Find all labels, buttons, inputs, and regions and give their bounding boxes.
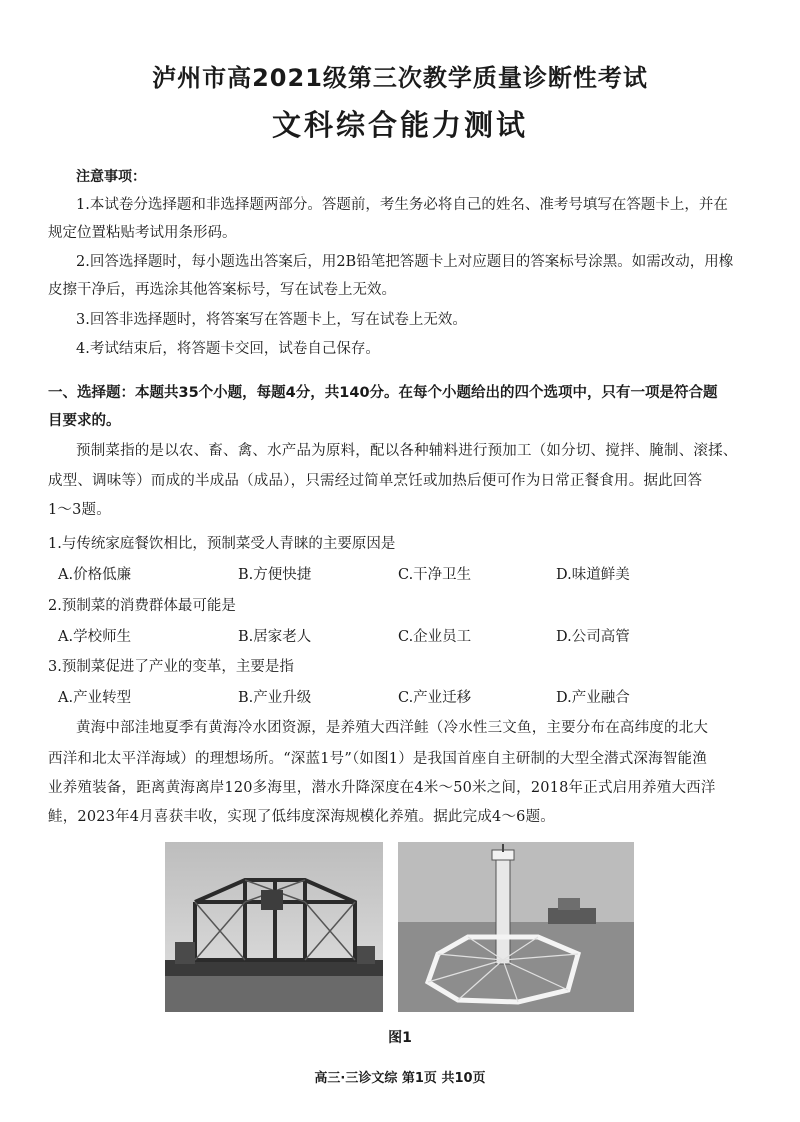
passage1-line-1: 预制菜指的是以农、畜、禽、水产品为原料，配以各种辅料进行预加工（如分切、搅拌、腌制、滚揉、 bbox=[76, 443, 738, 459]
q3-option-a: A.产业转型 bbox=[58, 690, 132, 706]
passage2-line-2: 西洋和北太平洋海域）的理想场所。“深蓝1号”（如图1）是我国首座自主研制的大型全潜式深海智能渔 bbox=[48, 751, 707, 767]
notice-line-4: 皮擦干净后，再选涂其他答案标号，写在试卷上无效。 bbox=[48, 282, 396, 298]
q2-option-a: A.学校师生 bbox=[58, 629, 132, 645]
q1-option-a: A.价格低廉 bbox=[58, 567, 132, 583]
notice-line-5: 3.回答非选择题时，将答案写在答题卡上，写在试卷上无效。 bbox=[76, 312, 467, 328]
passage2-line-3: 业养殖装备，距离黄海离岸120多海里，潜水升降深度在4米～50米之间，2018年正式启用养殖大西洋 bbox=[48, 780, 716, 796]
figure-caption: 图1 bbox=[388, 1030, 412, 1046]
exam-subtitle: 文科综合能力测试 bbox=[271, 108, 528, 142]
platform-image bbox=[398, 842, 634, 1012]
section-heading-line-1: 一、选择题：本题共35个小题，每题4分，共140分。在每个小题给出的四个选项中，只有一项是符合题 bbox=[48, 385, 718, 401]
notice-line-3: 2.回答选择题时，每小题选出答案后，用2B铅笔把答题卡上对应题目的答案标号涂黑。如需改动，用橡 bbox=[76, 254, 734, 270]
cage-structure-image bbox=[165, 842, 383, 1012]
passage2-line-4: 鲑，2023年4月喜获丰收，实现了低纬度深海规模化养殖。据此完成4～6题。 bbox=[48, 809, 555, 825]
notice-line-6: 4.考试结束后，将答题卡交回，试卷自己保存。 bbox=[76, 341, 380, 357]
q2-option-d: D.公司高管 bbox=[556, 629, 630, 645]
notice-heading: 注意事项： bbox=[76, 169, 146, 185]
passage1-line-3: 1～3题。 bbox=[48, 502, 111, 518]
figure-photo-cage bbox=[165, 842, 383, 1012]
q1-option-d: D.味道鲜美 bbox=[556, 567, 630, 583]
q3-option-b: B.产业升级 bbox=[238, 690, 312, 706]
exam-title: 泸州市高2021级第三次教学质量诊断性考试 bbox=[152, 64, 648, 92]
q1-option-c: C.干净卫生 bbox=[398, 567, 472, 583]
question-3-stem: 3.预制菜促进了产业的变革，主要是指 bbox=[48, 659, 294, 675]
notice-line-1: 1.本试卷分选择题和非选择题两部分。答题前，考生务必将自己的姓名、准考号填写在答题卡上，并在 bbox=[76, 197, 728, 213]
question-2-stem: 2.预制菜的消费群体最可能是 bbox=[48, 598, 236, 614]
section-heading-line-2: 目要求的。 bbox=[48, 413, 121, 429]
passage2-line-1: 黄海中部洼地夏季有黄海冷水团资源，是养殖大西洋鲑（冷水性三文鱼，主要分布在高纬度的北大 bbox=[76, 720, 709, 736]
passage1-line-2: 成型、调味等）而成的半成品（成品），只需经过简单烹饪或加热后便可作为日常正餐食用。据此回答 bbox=[48, 473, 703, 489]
q3-option-c: C.产业迁移 bbox=[398, 690, 472, 706]
q3-option-d: D.产业融合 bbox=[556, 690, 630, 706]
q2-option-c: C.企业员工 bbox=[398, 629, 472, 645]
question-1-stem: 1.与传统家庭餐饮相比，预制菜受人青睐的主要原因是 bbox=[48, 536, 396, 552]
notice-line-2: 规定位置粘贴考试用条形码。 bbox=[48, 225, 237, 241]
q1-option-b: B.方便快捷 bbox=[238, 567, 312, 583]
q2-option-b: B.居家老人 bbox=[238, 629, 312, 645]
figure-photo-platform bbox=[398, 842, 634, 1012]
page-footer: 高三·三诊文综 第1页 共10页 bbox=[314, 1071, 486, 1086]
